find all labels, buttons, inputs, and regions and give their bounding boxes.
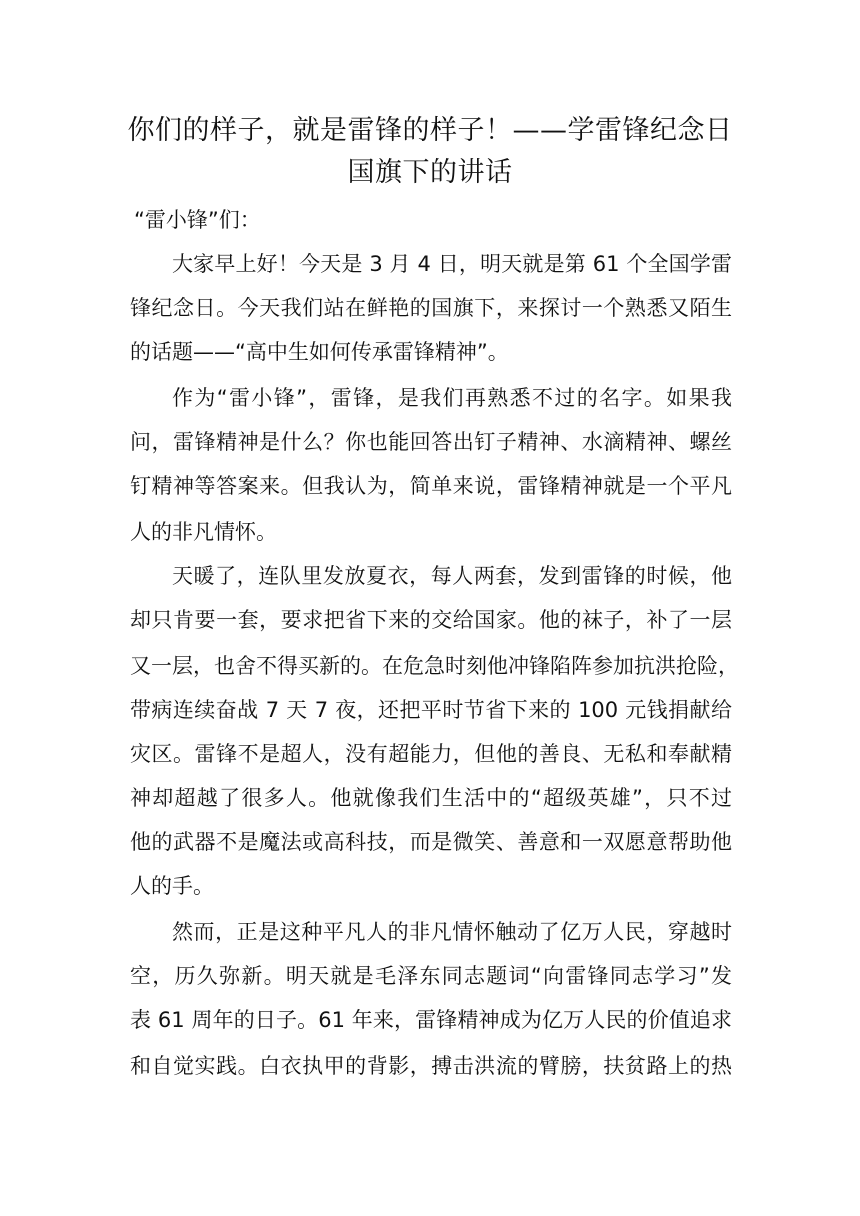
- paragraph-3-line-8: 人的手。: [130, 874, 214, 898]
- paragraph-1-line-2: 锋纪念日。今天我们站在鲜艳的国旗下，来探讨一个熟悉又陌生: [130, 296, 732, 320]
- paragraph-2-line-3: 钉精神等答案来。但我认为，简单来说，雷锋精神就是一个平凡: [130, 474, 732, 498]
- paragraph-3-line-4: 带病连续奋战 7 天 7 夜，还把平时节省下来的 100 元钱捐献给: [130, 698, 732, 722]
- paragraph-1-line-3: 的话题——“高中生如何传承雷锋精神”。: [130, 340, 509, 364]
- paragraph-2-line-2: 问，雷锋精神是什么？你也能回答出钉子精神、水滴精神、螺丝: [130, 430, 732, 454]
- paragraph-3-line-2: 却只肯要一套，要求把省下来的交给国家。他的袜子，补了一层: [130, 608, 732, 632]
- paragraph-4-line-3: 表 61 周年的日子。61 年来，雷锋精神成为亿万人民的价值追求: [130, 1008, 732, 1032]
- paragraph-4-line-4: 和自觉实践。白衣执甲的背影，搏击洪流的臂膀，扶贫路上的热: [130, 1054, 732, 1078]
- paragraph-2-line-4: 人的非凡情怀。: [130, 520, 277, 544]
- paragraph-1-line-1: 大家早上好！今天是 3 月 4 日，明天就是第 61 个全国学雷: [172, 252, 732, 276]
- document-title-line-2: 国旗下的讲话: [347, 157, 513, 188]
- paragraph-3-line-1: 天暖了，连队里发放夏衣，每人两套，发到雷锋的时候，他: [172, 564, 732, 588]
- paragraph-3-line-6: 神却超越了很多人。他就像我们生活中的“超级英雄”，只不过: [130, 786, 732, 810]
- paragraph-4-line-1: 然而，正是这种平凡人的非凡情怀触动了亿万人民，穿越时: [172, 920, 732, 944]
- document-title-line-1: 你们的样子，就是雷锋的样子！——学雷锋纪念日: [127, 115, 733, 146]
- paragraph-4-line-2: 空，历久弥新。明天就是毛泽东同志题词“向雷锋同志学习”发: [130, 964, 732, 988]
- paragraph-3-line-7: 他的武器不是魔法或高科技，而是微笑、善意和一双愿意帮助他: [130, 830, 732, 854]
- paragraph-2-line-1: 作为“雷小锋”，雷锋，是我们再熟悉不过的名字。如果我: [172, 386, 732, 410]
- salutation: “雷小锋”们：: [134, 208, 261, 232]
- paragraph-3-line-3: 又一层，也舍不得买新的。在危急时刻他冲锋陷阵参加抗洪抢险，: [130, 654, 739, 678]
- paragraph-3-line-5: 灾区。雷锋不是超人，没有超能力，但他的善良、无私和奉献精: [130, 742, 732, 766]
